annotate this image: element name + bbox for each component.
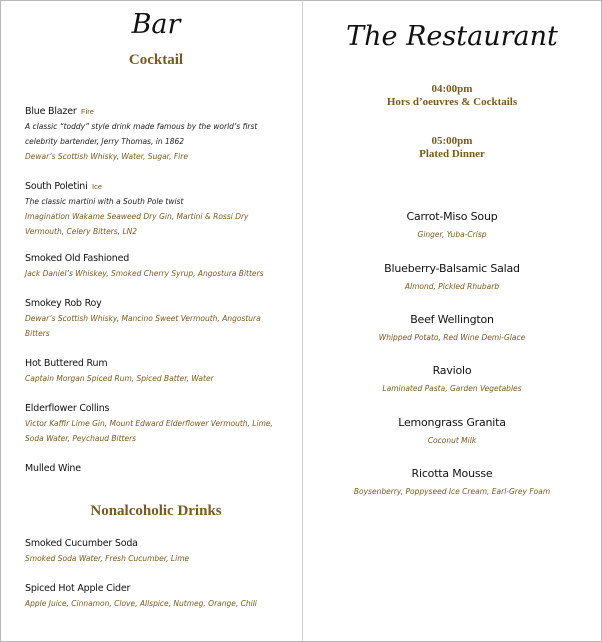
schedule-event: Hors d’oeuvres & Cocktails <box>386 96 518 108</box>
drink-item <box>25 296 287 341</box>
drink-ingredients: Imagination Wakame Seaweed Dry Gin, Martini & Rossi Dry Vermouth, Celery Bitters, LN2 <box>25 212 249 236</box>
drink-ingredients: Victor Kaffir Lime Gin, Mount Edward Elderflower Vermouth, Lime, Soda Water, Peychaud Bitters <box>25 419 273 443</box>
schedule-item <box>303 83 601 109</box>
drink-ingredients: Smoked Soda Water, Fresh Cucumber, Lime <box>25 554 190 563</box>
drink-ingredients: Captain Morgan Spiced Rum, Spiced Batter, Water <box>25 374 214 383</box>
drink-item <box>25 176 287 239</box>
course-description: Almond, Pickled Rhubarb <box>404 282 500 291</box>
drink-item <box>25 401 287 446</box>
drink-ingredients: Apple Juice, Cinnamon, Clove, Allspice, Nutmeg, Orange, Chili <box>25 599 257 608</box>
drink-item <box>25 461 287 476</box>
course-description: Ginger, Yuba-Crisp <box>417 230 487 239</box>
drink-name: Smokey Rob Roy <box>25 298 102 309</box>
drink-item <box>25 581 287 611</box>
course-item <box>303 415 601 448</box>
drink-name: Hot Buttered Rum <box>25 358 108 369</box>
course-description: Coconut Milk <box>427 436 477 445</box>
drink-description: A classic “toddy” style drink made famous by the world’s first celebrity bartender, Jerry Thomas, in 1862 <box>25 122 258 146</box>
drink-name: Smoked Cucumber Soda <box>25 538 138 549</box>
restaurant-title: The Restaurant <box>346 21 558 52</box>
drink-item <box>25 356 287 386</box>
course-name: Blueberry-Balsamic Salad <box>384 262 520 275</box>
drink-tag: Ice <box>92 182 103 191</box>
course-name: Ricotta Mousse <box>411 467 493 480</box>
drink-name: Mulled Wine <box>25 463 81 474</box>
course-item <box>303 363 601 396</box>
schedule-time: 04:00pm <box>431 83 473 95</box>
course-item <box>303 261 601 294</box>
course-item <box>303 312 601 345</box>
cocktail-heading: Cocktail <box>128 52 184 68</box>
schedule-item <box>303 135 601 161</box>
drink-item <box>25 251 287 281</box>
drink-ingredients: Dewar’s Scottish Whisky, Water, Sugar, Fire <box>25 152 188 161</box>
schedule-event: Plated Dinner <box>419 148 485 160</box>
drink-description: The classic martini with a South Pole twist <box>25 197 184 206</box>
course-description: Whipped Potato, Red Wine Demi-Glace <box>378 333 526 342</box>
course-description: Boysenberry, Poppyseed Ice Cream, Earl-Grey Foam <box>353 487 551 496</box>
schedule-time: 05:00pm <box>431 135 473 147</box>
drink-name: Blue Blazer <box>25 106 77 117</box>
course-name: Carrot-Miso Soup <box>406 210 498 223</box>
drink-name: Elderflower Collins <box>25 403 110 414</box>
drink-name: Smoked Old Fashioned <box>25 253 130 264</box>
course-name: Beef Wellington <box>410 313 494 326</box>
drink-name: Spiced Hot Apple Cider <box>25 583 131 594</box>
course-item <box>303 466 601 499</box>
drink-ingredients: Dewar’s Scottish Whisky, Mancino Sweet Vermouth, Angostura Bitters <box>25 314 261 338</box>
bar-title: Bar <box>131 9 181 40</box>
course-description: Laminated Pasta, Garden Vegetables <box>382 384 522 393</box>
drink-ingredients: Jack Daniel’s Whiskey, Smoked Cherry Syrup, Angostura Bitters <box>25 269 264 278</box>
course-name: Raviolo <box>432 364 472 377</box>
course-item <box>303 209 601 242</box>
nonalcoholic-heading: Nonalcoholic Drinks <box>90 503 222 519</box>
drink-item <box>25 536 287 566</box>
course-name: Lemongrass Granita <box>398 416 506 429</box>
drink-tag: Fire <box>81 107 94 116</box>
drink-name: South Poletini <box>25 181 88 192</box>
drink-item <box>25 101 287 164</box>
